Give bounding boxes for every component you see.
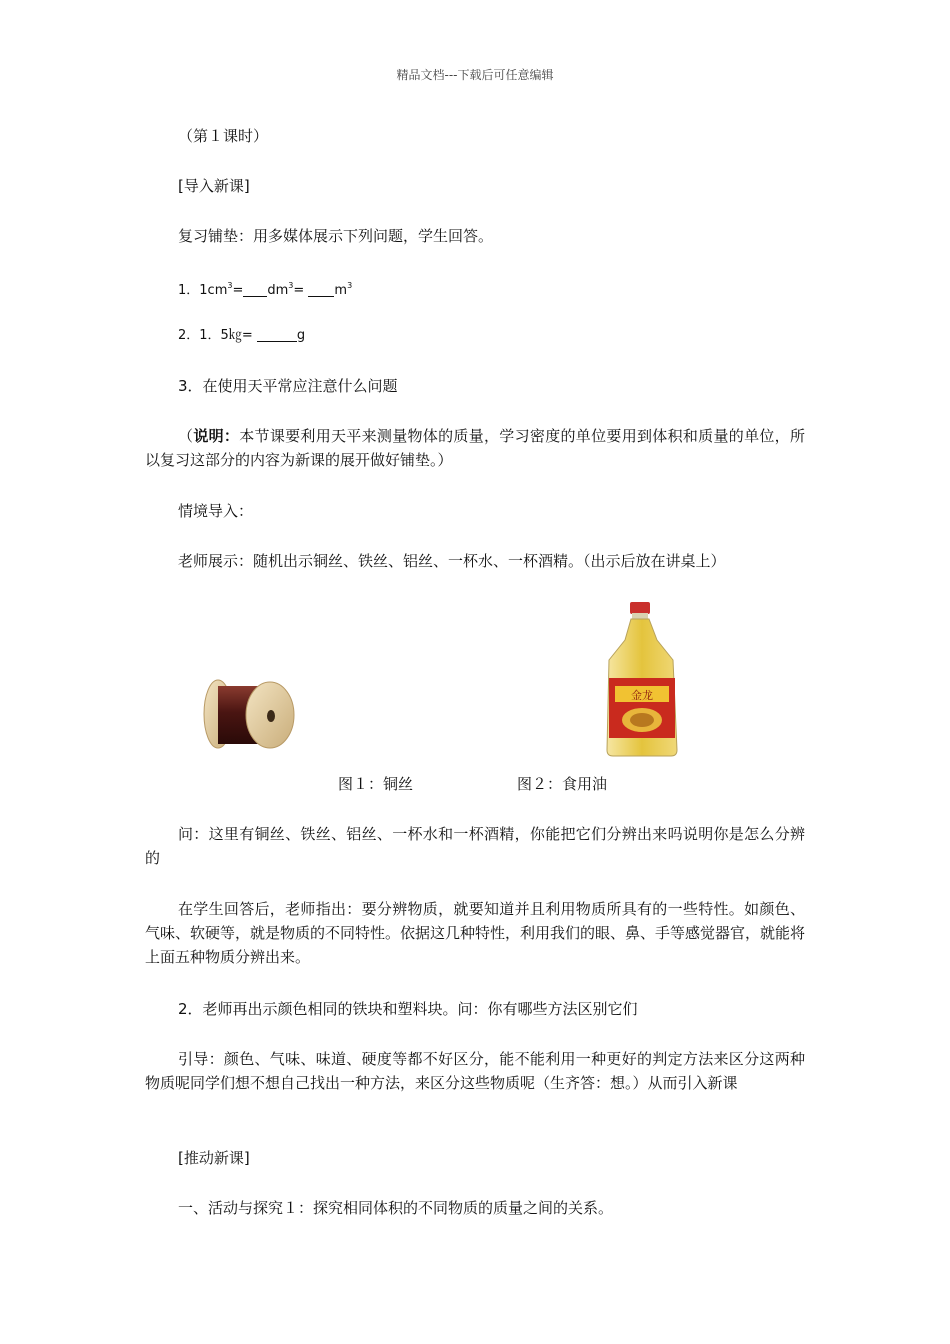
question-2: [178, 324, 305, 348]
q2-unit: g: [296, 328, 306, 343]
activity-1: 一、活动与探究１：探究相同体积的不同物质的质量之间的关系。: [178, 1199, 614, 1217]
teacher-show: 老师展示：随机出示铜丝、铁丝、铝丝、一杯水、一杯酒精。（出示后放在讲桌上）: [178, 552, 726, 570]
item-2: 2．老师再出示颜色相同的铁块和塑料块。问：你有哪些方法区别它们: [178, 1000, 638, 1018]
q1-sup3: 3: [347, 281, 353, 290]
question-3: 3．在使用天平常应注意什么问题: [178, 377, 398, 395]
q1-sup1: 3: [227, 281, 233, 290]
review-text: 复习铺垫：用多媒体展示下列问题，学生回答。: [178, 227, 494, 245]
note-label: 说明：: [193, 427, 240, 445]
explanation-paragraph: 在学生回答后，老师指出：要分辨物质，就要知道并且利用物质所具有的一些特性。如颜色、气味、软硬等，就是物质的不同特性。依据这几种特性，利用我们的眼、鼻、手等感觉器官，就能将上面五种物质分辨出来。: [145, 900, 806, 966]
cooking-oil-image: [597, 600, 687, 758]
q1-sup2: 3: [288, 281, 294, 290]
bottle-label: 金龙: [631, 689, 653, 702]
q1-equals-2: =: [293, 283, 309, 298]
figure-2-caption: 图２：食用油: [517, 775, 608, 793]
q1-unit: m: [334, 283, 348, 298]
note-text: 本节课要利用天平来测量物体的质量，学习密度的单位要用到体积和质量的单位，所以复习这部分的内容为新课的展开做好铺垫。）: [145, 427, 805, 469]
note-open: （: [178, 427, 194, 445]
q1-blank-2: [308, 280, 334, 297]
q2-prefix: 2．1．5㎏=: [178, 328, 257, 343]
q1-equals: =: [232, 283, 244, 298]
q2-blank: [257, 325, 297, 342]
question-paragraph: 问：这里有铜丝、铁丝、铝丝、一杯水和一杯酒精，你能把它们分辨出来吗说明你是怎么分辨的: [145, 825, 805, 867]
q1-blank-1: [243, 280, 267, 297]
q1-prefix: 1．1cm: [178, 283, 228, 298]
lesson-period: （第１课时）: [178, 127, 269, 145]
q1-dm: dm: [267, 283, 289, 298]
copper-wire-image: [196, 672, 300, 754]
intro-heading: [导入新课]: [178, 177, 250, 195]
note-paragraph: [145, 424, 805, 472]
question-1: [178, 274, 352, 303]
figure-1-caption: 图１：铜丝: [338, 775, 414, 793]
page-header: 精品文档---下载后可任意编辑: [396, 68, 554, 82]
situation-label: 情境导入：: [178, 502, 254, 520]
new-lesson-heading: [推动新课]: [178, 1149, 250, 1167]
guide-paragraph: 引导：颜色、气味、味道、硬度等都不好区分，能不能利用一种更好的判定方法来区分这两种物质呢同学们想不想自己找出一种方法，来区分这些物质呢（生齐答：想。）从而引入新课: [145, 1050, 805, 1092]
